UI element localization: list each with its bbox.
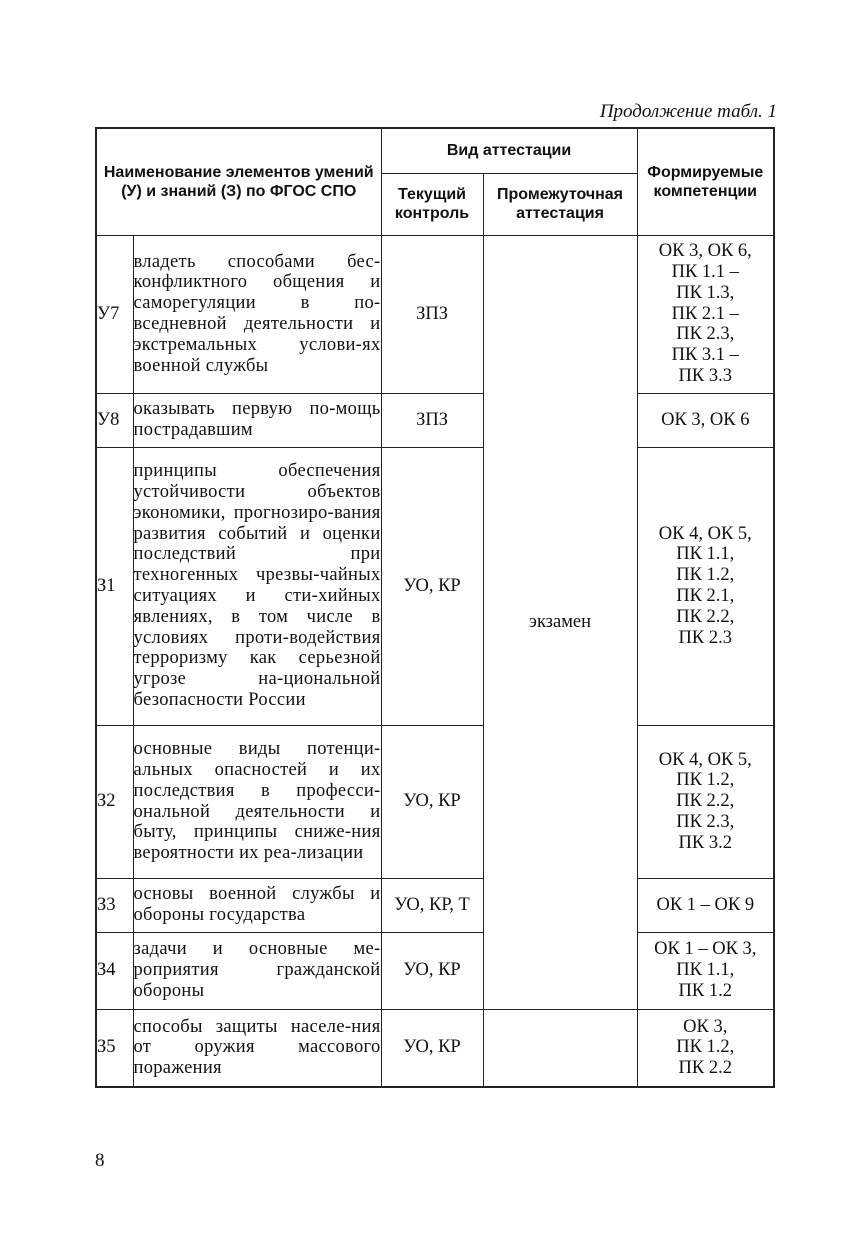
- row-code: З4: [96, 932, 133, 1009]
- row-competencies: ОК 3, ОК 6: [637, 393, 774, 447]
- row-current-control: УО, КР: [381, 1009, 483, 1087]
- table-row: [96, 235, 774, 393]
- header-competencies: Формируемые компетенции: [637, 128, 774, 235]
- row-code: З3: [96, 878, 133, 932]
- row-code: У8: [96, 393, 133, 447]
- table-row: [96, 447, 774, 725]
- table-row: [96, 725, 774, 878]
- row-code: З2: [96, 725, 133, 878]
- row-current-control: УО, КР, Т: [381, 878, 483, 932]
- competency-table: [95, 127, 775, 1088]
- row-competencies: ОК 4, ОК 5, ПК 1.2, ПК 2.2, ПК 2.3, ПК 3.2: [637, 725, 774, 878]
- row-intermediate-attestation-empty: [483, 1009, 637, 1087]
- row-competencies: ОК 1 – ОК 3, ПК 1.1, ПК 1.2: [637, 932, 774, 1009]
- header-attestation-type: Вид аттестации: [381, 128, 637, 173]
- header-element-name: Наименование элементов умений (У) и знаний (З) по ФГОС СПО: [96, 128, 381, 235]
- table-continuation-caption: Продолжение табл. 1: [599, 101, 777, 122]
- row-competencies: ОК 1 – ОК 9: [637, 878, 774, 932]
- row-current-control: УО, КР: [381, 725, 483, 878]
- row-current-control: ЗПЗ: [381, 235, 483, 393]
- row-competencies: ОК 4, ОК 5, ПК 1.1, ПК 1.2, ПК 2.1, ПК 2.2, ПК 2.3: [637, 447, 774, 725]
- row-description: принципы обеспечения устойчивости объектов экономики, прогнозиро-вания развития событий и оценки последствий при техногенных чрезвы-чайных ситуациях и сти-хийных явлениях, в том числе в условиях проти-водействия терроризму как серьезной угрозе на-циональной безопасности России: [133, 447, 381, 725]
- row-description: основы военной службы и обороны государства: [133, 878, 381, 932]
- header-intermediate-attestation: Промежуточная аттестация: [483, 173, 637, 235]
- table-row: [96, 1009, 774, 1087]
- row-current-control: УО, КР: [381, 447, 483, 725]
- row-description: владеть способами бес-конфликтного общения и саморегуляции в по-вседневной деятельности и экстремальных услови-ях военной службы: [133, 235, 381, 393]
- table-row: [96, 932, 774, 1009]
- row-description: основные виды потенци-альных опасностей и их последствия в професси-ональной деятельности и быту, принципы сниже-ния вероятности их реа-лизации: [133, 725, 381, 878]
- row-current-control: ЗПЗ: [381, 393, 483, 447]
- row-competencies: ОК 3, ПК 1.2, ПК 2.2: [637, 1009, 774, 1087]
- row-current-control: УО, КР: [381, 932, 483, 1009]
- row-code: У7: [96, 235, 133, 393]
- row-description: задачи и основные ме-роприятия гражданской обороны: [133, 932, 381, 1009]
- row-competencies: ОК 3, ОК 6, ПК 1.1 – ПК 1.3, ПК 2.1 – ПК 2.3, ПК 3.1 – ПК 3.3: [637, 235, 774, 393]
- row-code: З5: [96, 1009, 133, 1087]
- row-code: З1: [96, 447, 133, 725]
- row-intermediate-attestation: экзамен: [483, 235, 637, 1009]
- page-number: 8: [95, 1150, 105, 1171]
- header-current-control: Текущий контроль: [381, 173, 483, 235]
- table-row: [96, 393, 774, 447]
- row-description: оказывать первую по-мощь пострадавшим: [133, 393, 381, 447]
- table-row: [96, 878, 774, 932]
- row-description: способы защиты населе-ния от оружия массового поражения: [133, 1009, 381, 1087]
